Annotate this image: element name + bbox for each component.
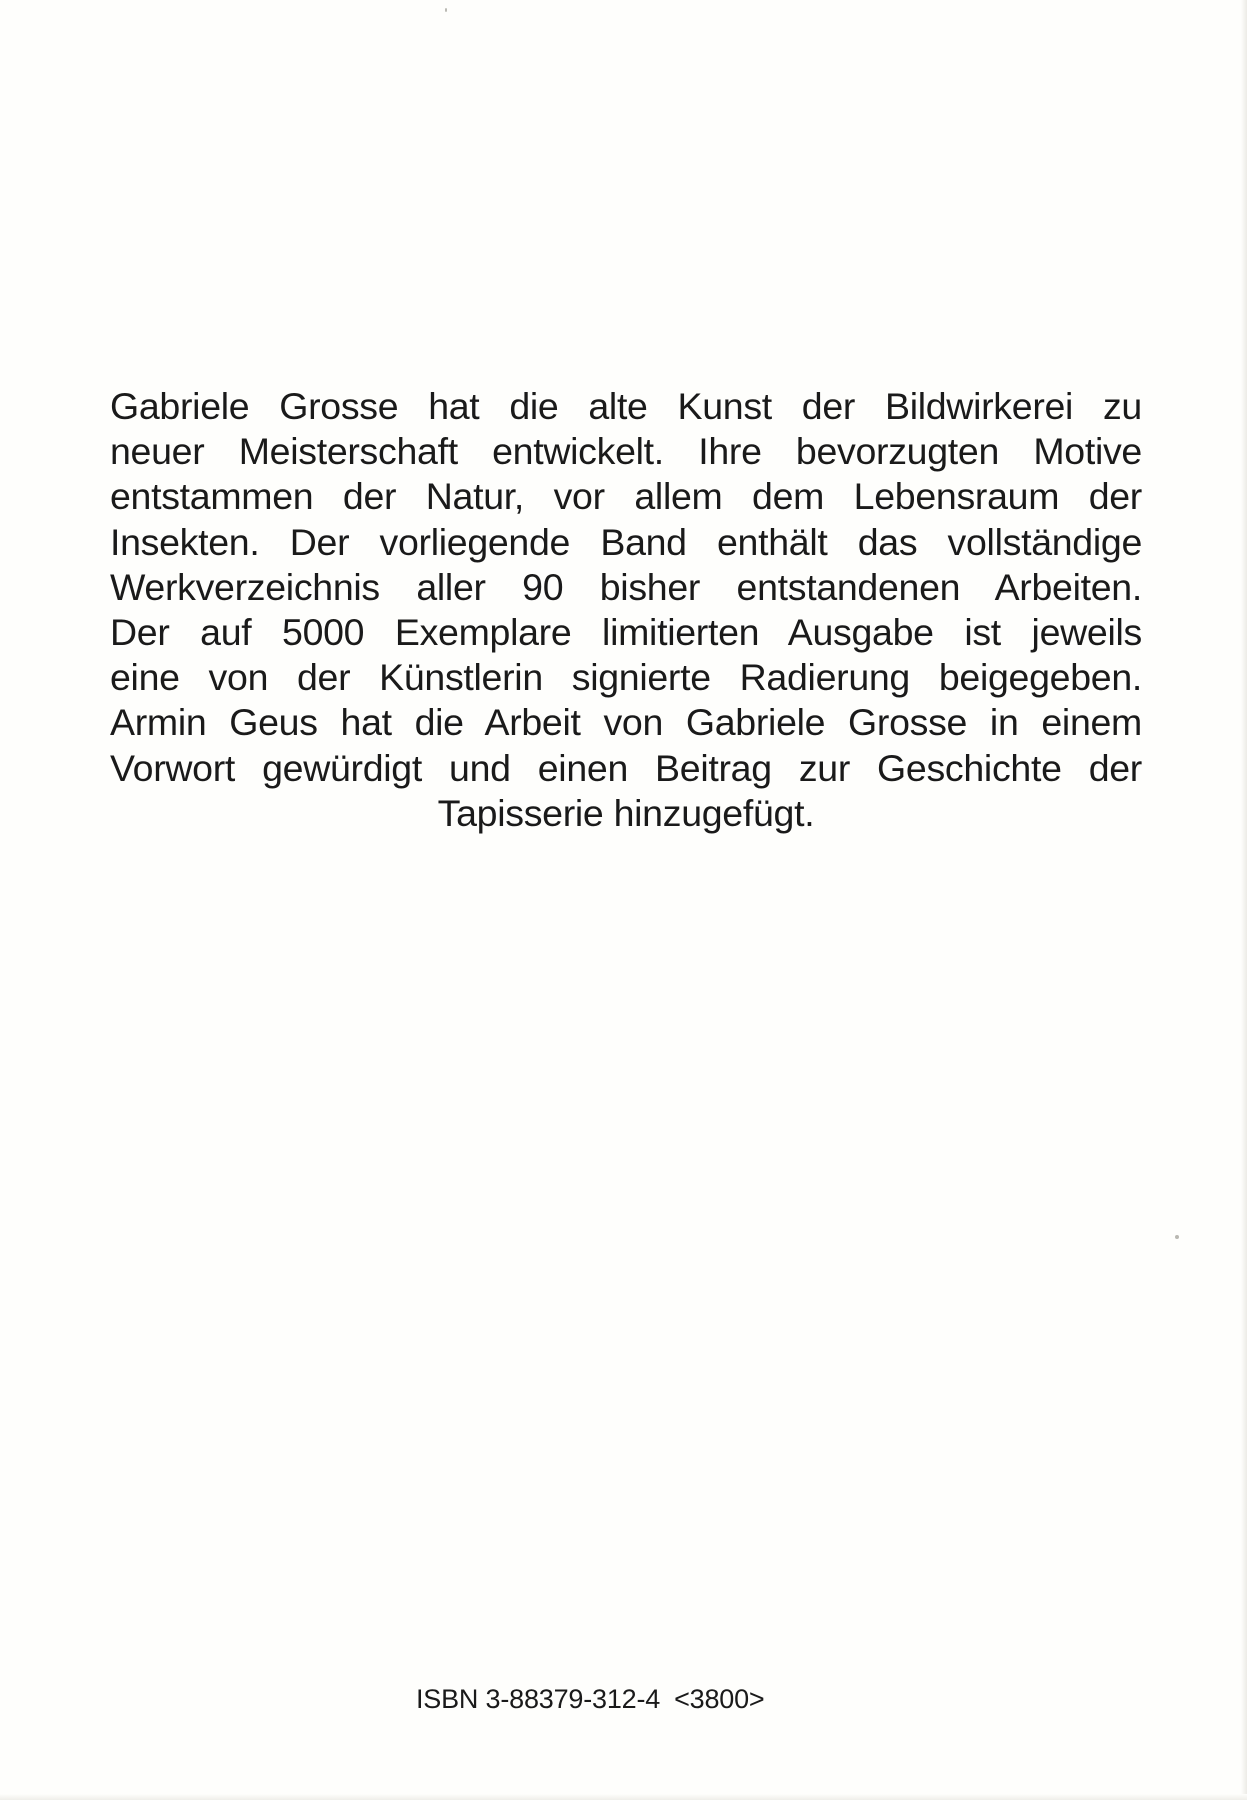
blurb-text xyxy=(110,384,1142,836)
page-edge-bottom xyxy=(0,1794,1247,1800)
paper-speck xyxy=(1175,1235,1179,1239)
blurb-line: Tapisserie hinzugefügt. xyxy=(437,791,815,834)
blurb-line: Insekten. Der vorliegende Band enthält das vollständige xyxy=(110,520,1142,563)
blurb-line: Der auf 5000 Exemplare limitierten Ausgabe ist jeweils xyxy=(110,611,1142,654)
blurb-line: neuer Meisterschaft entwickelt. Ihre bevorzugten Motive xyxy=(110,430,1142,473)
isbn-number: ISBN 3-88379-312-4 xyxy=(416,1684,661,1714)
blurb-line: Werkverzeichnis aller 90 bisher entstandenen Arbeiten. xyxy=(110,565,1142,608)
blurb-line: eine von der Künstlerin signierte Radierung beigegeben. xyxy=(110,656,1142,699)
price-code: <3800> xyxy=(674,1684,765,1714)
blurb-line: entstammen der Natur, vor allem dem Lebensraum der xyxy=(110,475,1142,518)
blurb-line: Armin Geus hat die Arbeit von Gabriele Grosse in einem xyxy=(110,701,1142,744)
isbn-line xyxy=(416,1682,764,1716)
page-edge-right xyxy=(1241,0,1247,1800)
blurb-line: Gabriele Grosse hat die alte Kunst der Bildwirkerei zu xyxy=(110,385,1142,427)
paper-speck xyxy=(445,8,447,12)
blurb-line: Vorwort gewürdigt und einen Beitrag zur Geschichte der xyxy=(110,746,1142,789)
